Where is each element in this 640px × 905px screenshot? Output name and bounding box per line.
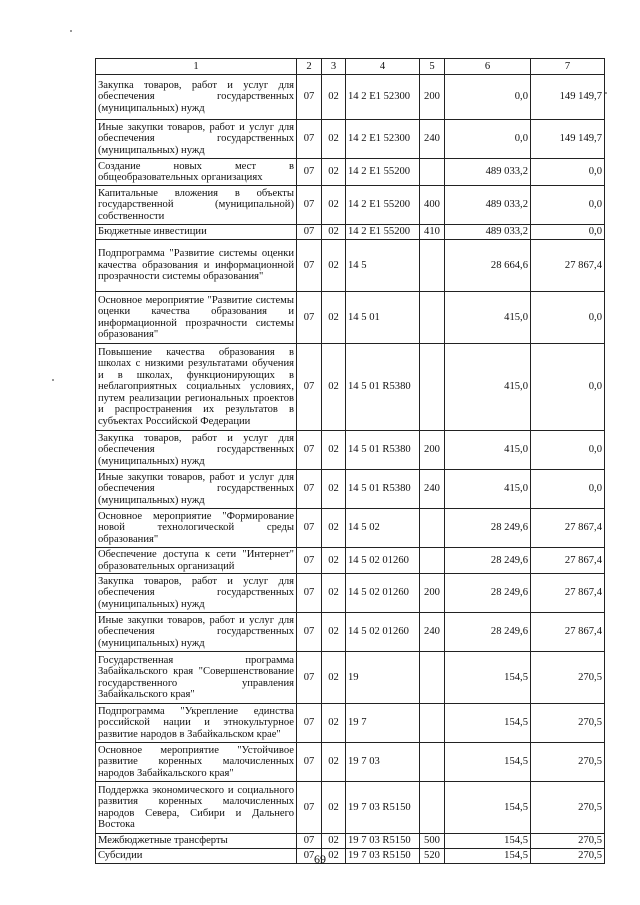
table-row [96,344,605,431]
scan-speck [605,92,607,94]
table-row [96,159,605,186]
row-amount-2: 270,5 [531,652,605,704]
row-expense-type: 200 [420,574,445,613]
row-name: Повышение качества образования в школах с низкими результатами обучения и в школах, функционирующих в неблагоприятных социальных условиях, путем реализации региональных проектов и распространения их результатов в субъектах Российской Федерации [96,344,297,431]
row-expense-type [420,509,445,548]
row-amount-2: 270,5 [531,849,605,864]
row-amount-2: 27 867,4 [531,548,605,574]
row-name: Иные закупки товаров, работ и услуг для обеспечения государственных (муниципальных) нужд [96,613,297,652]
row-expense-type: 520 [420,849,445,864]
row-target-code: 14 5 02 01260 [346,613,420,652]
row-amount-2: 149 149,7 [531,120,605,159]
row-target-code: 19 7 03 R5150 [346,834,420,849]
table-row [96,704,605,743]
row-subsection: 02 [322,240,346,292]
row-name: Государственная программа Забайкальского края "Совершенствование государственного управления Забайкальского края" [96,652,297,704]
row-target-code: 14 2 E1 55200 [346,186,420,225]
row-section: 07 [297,186,322,225]
row-amount-1: 154,5 [445,782,531,834]
header-row [96,59,605,75]
column-header: 4 [346,59,420,75]
row-expense-type [420,652,445,704]
row-amount-2: 0,0 [531,186,605,225]
row-subsection: 02 [322,75,346,120]
row-amount-2: 270,5 [531,704,605,743]
row-amount-2: 149 149,7 [531,75,605,120]
table-row [96,431,605,470]
row-expense-type [420,782,445,834]
row-subsection: 02 [322,548,346,574]
row-target-code: 14 5 01 [346,292,420,344]
column-header: 5 [420,59,445,75]
row-subsection: 02 [322,849,346,864]
row-expense-type [420,344,445,431]
row-target-code: 19 7 [346,704,420,743]
row-subsection: 02 [322,834,346,849]
row-name: Бюджетные инвестиции [96,225,297,240]
row-section: 07 [297,849,322,864]
row-subsection: 02 [322,782,346,834]
row-expense-type [420,704,445,743]
row-name: Капитальные вложения в объекты государственной (муниципальной) собственности [96,186,297,225]
table-row [96,120,605,159]
row-expense-type: 500 [420,834,445,849]
row-target-code: 19 7 03 R5150 [346,782,420,834]
table-row [96,225,605,240]
row-section: 07 [297,743,322,782]
row-section: 07 [297,613,322,652]
row-name: Закупка товаров, работ и услуг для обеспечения государственных (муниципальных) нужд [96,431,297,470]
row-expense-type: 400 [420,186,445,225]
column-header: 6 [445,59,531,75]
row-amount-1: 154,5 [445,704,531,743]
row-target-code: 14 5 01 R5380 [346,431,420,470]
row-subsection: 02 [322,431,346,470]
row-name: Подпрограмма "Укрепление единства российской нации и этнокультурное развитие народов в Забайкальском крае" [96,704,297,743]
row-section: 07 [297,431,322,470]
row-amount-2: 270,5 [531,743,605,782]
row-target-code: 14 2 E1 52300 [346,120,420,159]
row-expense-type [420,240,445,292]
column-header: 3 [322,59,346,75]
row-name: Подпрограмма "Развитие системы оценки качества образования и информационной прозрачности системы образования" [96,240,297,292]
row-subsection: 02 [322,186,346,225]
row-target-code: 19 7 03 [346,743,420,782]
row-target-code: 19 7 03 R5150 [346,849,420,864]
row-subsection: 02 [322,120,346,159]
row-name: Закупка товаров, работ и услуг для обеспечения государственных (муниципальных) нужд [96,75,297,120]
table-row [96,509,605,548]
row-target-code: 14 5 02 [346,509,420,548]
row-amount-1: 154,5 [445,834,531,849]
row-target-code: 14 2 E1 55200 [346,225,420,240]
row-amount-2: 0,0 [531,470,605,509]
column-header: 7 [531,59,605,75]
page-number: 69 [314,852,326,866]
row-subsection: 02 [322,159,346,186]
row-section: 07 [297,344,322,431]
table-body [96,75,605,864]
row-amount-1: 415,0 [445,470,531,509]
row-section: 07 [297,509,322,548]
row-expense-type: 410 [420,225,445,240]
row-target-code: 14 5 [346,240,420,292]
row-expense-type [420,292,445,344]
row-amount-2: 0,0 [531,159,605,186]
row-section: 07 [297,292,322,344]
row-amount-1: 28 664,6 [445,240,531,292]
row-target-code: 14 5 01 R5380 [346,470,420,509]
row-amount-1: 0,0 [445,75,531,120]
row-amount-1: 28 249,6 [445,574,531,613]
row-expense-type [420,159,445,186]
table-row [96,548,605,574]
row-amount-2: 27 867,4 [531,613,605,652]
row-section: 07 [297,159,322,186]
row-section: 07 [297,704,322,743]
row-expense-type: 240 [420,470,445,509]
row-name: Обеспечение доступа к сети "Интернет" образовательных организаций [96,548,297,574]
row-subsection: 02 [322,574,346,613]
row-name: Поддержка экономического и социального развития коренных малочисленных народов Севера, Сибири и Дальнего Востока [96,782,297,834]
scan-speck [52,379,54,381]
row-amount-2: 0,0 [531,225,605,240]
table-row [96,613,605,652]
row-expense-type [420,548,445,574]
row-amount-2: 0,0 [531,344,605,431]
budget-table [95,58,605,864]
row-subsection: 02 [322,344,346,431]
row-section: 07 [297,782,322,834]
row-name: Межбюджетные трансферты [96,834,297,849]
row-target-code: 14 2 E1 52300 [346,75,420,120]
row-subsection: 02 [322,509,346,548]
table-row [96,186,605,225]
row-target-code: 14 2 E1 55200 [346,159,420,186]
table-row [96,292,605,344]
row-amount-2: 27 867,4 [531,509,605,548]
row-amount-1: 0,0 [445,120,531,159]
row-subsection: 02 [322,704,346,743]
row-amount-1: 415,0 [445,344,531,431]
table-row [96,834,605,849]
row-target-code: 14 5 02 01260 [346,548,420,574]
row-subsection: 02 [322,652,346,704]
row-name: Иные закупки товаров, работ и услуг для обеспечения государственных (муниципальных) нужд [96,120,297,159]
row-subsection: 02 [322,292,346,344]
row-section: 07 [297,470,322,509]
table-row [96,652,605,704]
row-amount-1: 489 033,2 [445,186,531,225]
row-amount-1: 28 249,6 [445,613,531,652]
row-section: 07 [297,548,322,574]
scan-speck [70,30,72,32]
table-row [96,743,605,782]
table-row [96,240,605,292]
row-name: Создание новых мест в общеобразовательных организациях [96,159,297,186]
row-amount-1: 489 033,2 [445,225,531,240]
row-amount-1: 154,5 [445,652,531,704]
row-subsection: 02 [322,225,346,240]
row-amount-1: 415,0 [445,431,531,470]
row-amount-1: 489 033,2 [445,159,531,186]
row-name: Основное мероприятие "Развитие системы оценки качества образования и информационной прозрачности системы образования" [96,292,297,344]
row-amount-1: 415,0 [445,292,531,344]
row-section: 07 [297,240,322,292]
table-row [96,782,605,834]
row-amount-2: 270,5 [531,782,605,834]
row-name: Основное мероприятие "Формирование новой технологической среды образования" [96,509,297,548]
row-expense-type: 240 [420,613,445,652]
table-row [96,75,605,120]
row-section: 07 [297,120,322,159]
table-row [96,470,605,509]
row-amount-2: 270,5 [531,834,605,849]
row-amount-1: 154,5 [445,849,531,864]
row-section: 07 [297,834,322,849]
row-amount-2: 27 867,4 [531,574,605,613]
row-amount-2: 27 867,4 [531,240,605,292]
row-amount-2: 0,0 [531,431,605,470]
row-section: 07 [297,574,322,613]
row-amount-2: 0,0 [531,292,605,344]
row-subsection: 02 [322,470,346,509]
row-section: 07 [297,225,322,240]
row-expense-type: 200 [420,431,445,470]
row-amount-1: 28 249,6 [445,509,531,548]
row-name: Иные закупки товаров, работ и услуг для обеспечения государственных (муниципальных) нужд [96,470,297,509]
row-name: Субсидии [96,849,297,864]
table-row [96,574,605,613]
column-header: 2 [297,59,322,75]
row-section: 07 [297,75,322,120]
row-expense-type: 240 [420,120,445,159]
row-target-code: 14 5 02 01260 [346,574,420,613]
row-expense-type [420,743,445,782]
row-name: Закупка товаров, работ и услуг для обеспечения государственных (муниципальных) нужд [96,574,297,613]
row-subsection: 02 [322,743,346,782]
row-expense-type: 200 [420,75,445,120]
row-amount-1: 154,5 [445,743,531,782]
row-target-code: 19 [346,652,420,704]
row-amount-1: 28 249,6 [445,548,531,574]
row-section: 07 [297,652,322,704]
row-target-code: 14 5 01 R5380 [346,344,420,431]
column-header: 1 [96,59,297,75]
row-name: Основное мероприятие "Устойчивое развитие коренных малочисленных народов Забайкальского края" [96,743,297,782]
row-subsection: 02 [322,613,346,652]
